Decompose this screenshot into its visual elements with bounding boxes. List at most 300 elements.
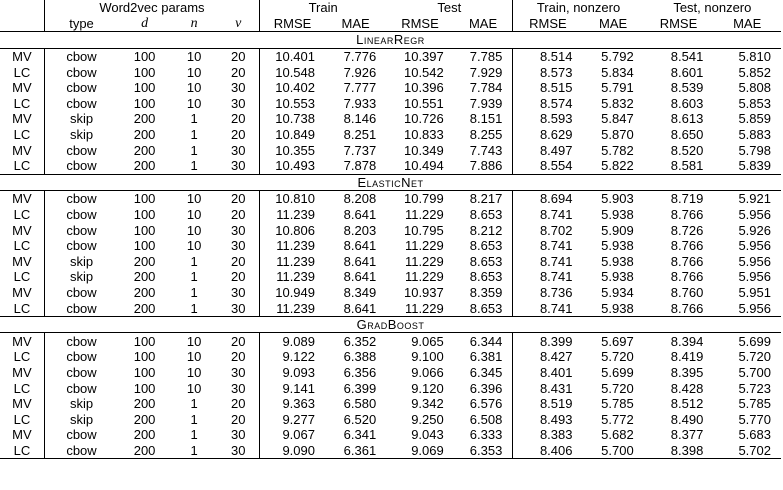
header-train-rmse: RMSE [273,15,312,31]
header-train: Train [308,0,338,16]
table-cell: 5.720 [601,349,634,365]
table-cell: 100 [133,191,156,207]
table-cell: 8.581 [670,158,704,174]
table-row [0,396,781,412]
table-cell: 5.934 [601,284,634,300]
table-cell: 1 [190,411,198,427]
table-cell: 10.396 [403,80,444,96]
table-row [0,285,781,301]
table-cell: 6.520 [343,411,377,427]
table-cell: 6.345 [454,365,513,381]
table-row [0,427,781,443]
table-cell: LC [0,158,44,174]
table-cell: cbow [66,222,97,238]
table-cell: 7.878 [343,158,377,174]
table-cell: 7.933 [343,95,377,111]
table-cell: 20 [217,411,259,427]
table-cell: 5.699 [601,364,634,380]
table-cell: 8.719 [670,191,704,207]
table-cell: 5.956 [738,238,771,254]
table-cell: 5.938 [601,238,634,254]
table-cell: 10.810 [275,191,315,207]
table-cell: 6.580 [343,396,377,412]
section-header-row [0,174,781,191]
table-cell: 8.653 [454,238,513,254]
table-cell: 9.363 [282,396,315,412]
table-cell: skip [69,111,94,127]
table-cell: 11.239 [276,207,315,223]
table-cell: 9.342 [411,396,444,412]
table-cell: 9.120 [411,380,444,396]
table-cell: 1 [171,443,217,459]
header-train-nz-rmse: RMSE [529,15,567,31]
table-cell: cbow [44,443,118,459]
table-cell: 200 [133,411,156,427]
table-cell: 20 [217,396,259,412]
table-cell: LC [0,443,44,459]
table-cell: MV [0,333,44,349]
table-cell: 200 [133,396,156,412]
table-cell: 8.760 [670,284,704,300]
table-row [0,127,781,143]
table-cell: 5.839 [738,158,771,174]
table-cell: 10 [186,333,202,349]
table-row [0,380,781,396]
table-cell: 1 [190,269,198,285]
table-cell: 10.493 [275,158,315,174]
table-cell: cbow [66,238,97,254]
table-cell: 9.122 [282,349,315,365]
table-cell: 8.766 [670,300,704,316]
table-cell: 30 [217,380,259,396]
table-cell: 6.388 [343,349,377,365]
table-cell: 8.431 [539,380,573,396]
table-cell: 8.573 [539,64,573,80]
table-cell: 5.853 [738,95,771,111]
table-row [0,158,781,174]
table-cell: 7.776 [343,49,377,65]
table-cell: 10.553 [275,95,315,111]
table-cell: 7.737 [343,142,377,158]
table-header [0,0,781,32]
table-cell: 10 [186,95,202,111]
table-cell: 20 [217,254,259,270]
table-cell: 10 [186,380,202,396]
table-cell: 100 [133,95,156,111]
table-cell: 8.613 [670,111,704,127]
table-cell: 1 [190,396,198,412]
table-row [0,443,781,459]
table-cell: 20 [217,349,259,365]
table-cell: 6.381 [454,349,513,365]
table-cell: 8.490 [670,411,704,427]
table-cell: 8.741 [539,253,573,269]
table-cell: 200 [133,158,156,174]
table-cell: 5.700 [582,443,643,459]
table-cell: 5.956 [738,300,771,316]
table-cell: 7.929 [454,64,513,80]
table-cell: 8.212 [454,222,513,238]
header-group-row [0,0,781,16]
table-cell: 8.217 [454,191,513,207]
table-row [0,238,781,254]
table-cell: 6.344 [454,333,513,349]
header-test: Test [386,0,513,16]
table-cell: LC [0,96,44,112]
table-cell: 200 [133,127,156,143]
table-cell: 10.397 [403,49,444,65]
table-cell: 8.694 [539,191,573,207]
table-cell: 5.700 [738,364,771,380]
table-row [0,269,781,285]
table-cell: MV [0,111,44,127]
table-cell: 20 [217,111,259,127]
table-cell: 1 [190,158,198,174]
table-cell: 5.785 [738,396,771,412]
table-cell: 8.395 [670,364,704,380]
table-cell: cbow [66,207,97,223]
table-cell: cbow [66,49,97,65]
table-cell: 10.355 [275,142,315,158]
table-cell: 10.494 [403,158,444,174]
table-cell: LC [0,238,44,254]
table-row [0,333,781,349]
table-cell: 11.239 [276,269,315,285]
table-row [0,191,781,207]
header-train-nonzero: Train, nonzero [536,0,621,16]
table-cell: 8.641 [343,253,377,269]
table-cell: 20 [217,48,259,64]
table-cell: 8.741 [539,238,573,254]
table-cell: 5.720 [738,349,771,365]
table-cell: LC [0,127,44,143]
table-cell: 8.593 [539,111,573,127]
table-cell: 1 [190,284,198,300]
table-cell: 9.066 [411,364,444,380]
table-cell: 10.551 [403,95,444,111]
table-cell: MV [0,365,44,381]
table-cell: 6.352 [343,333,377,349]
header-type: type [69,15,94,31]
table-row [0,48,781,64]
table-cell: 8.641 [343,207,377,223]
table-cell: skip [69,411,94,427]
table-cell: 9.100 [411,349,444,365]
table-cell: 8.146 [343,111,377,127]
table-cell: 10.949 [275,284,315,300]
table-cell: 9.141 [282,380,315,396]
table-cell: 5.792 [601,49,634,65]
table-cell: 100 [133,238,156,254]
table-cell: LC [0,349,44,365]
table-cell: 5.870 [601,127,634,143]
table-cell: 5.956 [738,269,771,285]
table-cell: 8.359 [454,285,513,301]
table-body [0,32,781,459]
table-cell: 10 [186,80,202,96]
table-cell: 200 [118,443,171,459]
table-cell: 5.921 [738,191,771,207]
table-cell: 30 [217,80,259,96]
table-cell: 6.361 [325,443,386,459]
table-cell: 6.396 [454,380,513,396]
header-test-mae: MAE [454,16,513,32]
table-cell: 200 [133,427,156,443]
section-header-row [0,316,781,333]
table-cell: 8.741 [539,269,573,285]
table-cell: 5.782 [601,142,634,158]
table-cell: cbow [66,64,97,80]
table-cell: 9.093 [282,364,315,380]
table-cell: MV [0,254,44,270]
table-cell: 200 [133,253,156,269]
table-cell: 5.938 [601,207,634,223]
table-cell: 11.229 [404,253,444,269]
table-cell: 200 [133,269,156,285]
table-cell: 11.229 [404,269,444,285]
table-cell: 8.427 [539,349,573,365]
table-cell: 1 [190,142,198,158]
table-cell: 10 [186,191,202,207]
table-cell: 5.903 [601,191,634,207]
table-cell: 5.938 [601,300,634,316]
header-test-nz-mae: MAE [733,15,762,31]
table-cell: 8.151 [454,111,513,127]
section-header-row [0,32,781,49]
table-cell: 10.726 [403,111,444,127]
table-cell: 8.653 [454,207,513,223]
table-cell: 30 [217,96,259,112]
table-cell: 30 [217,158,259,174]
table-cell: 20 [217,269,259,285]
table-cell: 5.847 [601,111,634,127]
table-cell: 8.394 [670,333,704,349]
table-row [0,111,781,127]
table-cell: LC [0,411,44,427]
table-cell: 9.069 [386,443,454,459]
table-cell: 8.741 [539,300,573,316]
table-cell: 10.849 [275,127,315,143]
table-row [0,64,781,80]
table-cell: 5.956 [738,253,771,269]
table-cell: 100 [133,80,156,96]
table-cell: 8.497 [539,142,573,158]
table-cell: 11.239 [276,300,315,316]
table-cell: 10 [186,207,202,223]
table-cell: 6.356 [343,364,377,380]
table-cell: MV [0,285,44,301]
table-cell: 8.641 [343,300,377,316]
table-cell: 200 [133,111,156,127]
table-cell: LC [0,207,44,223]
table-cell: skip [69,253,94,269]
table-cell: cbow [66,80,97,96]
table-cell: 8.653 [454,300,513,316]
table-cell: 5.683 [738,427,771,443]
section-title: LinearRegr [0,32,781,49]
table-cell: 11.229 [404,238,444,254]
table-cell: 8.377 [670,427,704,443]
table-cell: 10.806 [275,222,315,238]
table-cell: 1 [190,300,198,316]
table-cell: LC [0,300,44,316]
header-blank [0,0,44,16]
table-cell: 200 [133,284,156,300]
table-cell: 100 [133,380,156,396]
table-cell: cbow [66,333,97,349]
table-cell: 20 [217,207,259,223]
table-cell: 100 [133,207,156,223]
table-cell: 8.401 [539,364,573,380]
table-cell: 10.795 [403,222,444,238]
table-cell: 100 [133,64,156,80]
table-cell: MV [0,48,44,64]
table-row [0,254,781,270]
table-cell: 8.208 [343,191,377,207]
table-cell: 30 [217,365,259,381]
table-row [0,207,781,223]
table-cell: 9.067 [282,427,315,443]
table-cell: 7.785 [454,48,513,64]
table-row [0,142,781,158]
table-cell: cbow [66,284,97,300]
table-cell: 8.741 [539,207,573,223]
table-cell: 5.785 [601,396,634,412]
table-cell: 10.937 [403,284,444,300]
header-d: d [141,15,149,31]
table-cell: 30 [217,222,259,238]
table-cell: MV [0,222,44,238]
table-cell: 8.398 [644,443,714,459]
table-cell: 1 [190,253,198,269]
table-cell: 30 [217,142,259,158]
table-cell: 30 [217,427,259,443]
table-cell: 9.250 [411,411,444,427]
table-cell: 5.702 [713,443,781,459]
table-cell: 5.699 [738,333,771,349]
table-cell: 11.229 [404,300,444,316]
table-cell: 5.956 [738,207,771,223]
table-cell: 9.089 [282,333,315,349]
table-cell: 6.341 [343,427,377,443]
table-cell: 8.255 [454,127,513,143]
table-cell: 7.784 [454,80,513,96]
table-cell: 6.353 [454,443,513,459]
table-cell: 10 [186,349,202,365]
header-column-row [0,16,781,32]
table-cell: skip [69,269,94,285]
table-cell: 8.512 [670,396,704,412]
table-cell: 30 [217,238,259,254]
table-cell: 10.402 [275,80,315,96]
table-cell: 5.951 [738,284,771,300]
header-v: v [217,16,259,32]
table-row [0,349,781,365]
table-cell: 7.743 [454,142,513,158]
table-cell: 7.886 [454,158,513,174]
table-cell: 6.399 [343,380,377,396]
table-cell: 30 [217,443,259,459]
table-cell: 10 [186,64,202,80]
table-cell: 10.833 [403,127,444,143]
table-cell: 10 [186,49,202,65]
header-test-nz-rmse: RMSE [659,15,698,31]
table-cell: 8.419 [670,349,704,365]
table-cell: 30 [217,285,259,301]
header-word2vec-params: Word2vec params [44,0,259,16]
table-cell: skip [69,127,94,143]
header-n: n [190,15,198,31]
table-cell: 5.852 [738,64,771,80]
table-cell: 8.251 [343,127,377,143]
table-cell: 200 [133,300,156,316]
table-cell: 20 [217,333,259,349]
table-cell: 5.720 [601,380,634,396]
table-cell: 200 [133,142,156,158]
table-cell: 8.539 [670,80,704,96]
table-cell: 8.554 [539,158,573,174]
table-cell: 8.766 [670,269,704,285]
table-cell: 8.641 [343,238,377,254]
table-cell: 8.653 [454,269,513,285]
table-row [0,411,781,427]
table-cell: 10 [186,222,202,238]
table-cell: 8.515 [539,80,573,96]
header-train-mae: MAE [341,15,370,31]
table-cell: 5.798 [738,142,771,158]
section-title: GradBoost [0,316,781,333]
table-cell: cbow [66,158,97,174]
table-cell: 20 [217,64,259,80]
table-cell: 5.909 [601,222,634,238]
table-cell: 5.791 [601,80,634,96]
table-cell: 8.601 [670,64,704,80]
table-cell: 8.383 [539,427,573,443]
table-cell: 100 [133,364,156,380]
table-row [0,222,781,238]
table-cell: 8.428 [670,380,704,396]
table-row [0,96,781,112]
table-cell: 5.883 [738,127,771,143]
table-cell: MV [0,80,44,96]
table-cell: 8.514 [539,49,573,65]
table-cell: 8.726 [670,222,704,238]
header-test-rmse: RMSE [401,15,439,31]
table-cell: 6.576 [454,396,513,412]
table-cell: 20 [217,127,259,143]
table-cell: 8.203 [343,222,377,238]
table-cell: 1 [190,111,198,127]
table-cell: cbow [66,142,97,158]
table-cell: 5.938 [601,253,634,269]
table-cell: 8.702 [539,222,573,238]
table-cell: MV [0,396,44,412]
table-cell: LC [0,380,44,396]
table-row [0,80,781,96]
table-cell: 8.629 [539,127,573,143]
table-cell: 7.939 [454,96,513,112]
table-cell: LC [0,269,44,285]
table-cell: 9.043 [411,427,444,443]
table-cell: 5.810 [738,49,771,65]
table-cell: 10.542 [403,64,444,80]
table-cell: 9.090 [260,443,325,459]
table-cell: 8.766 [670,238,704,254]
table-cell: 8.603 [670,95,704,111]
table-cell: 5.926 [738,222,771,238]
table-cell: 10.738 [275,111,315,127]
table-cell: 5.834 [601,64,634,80]
